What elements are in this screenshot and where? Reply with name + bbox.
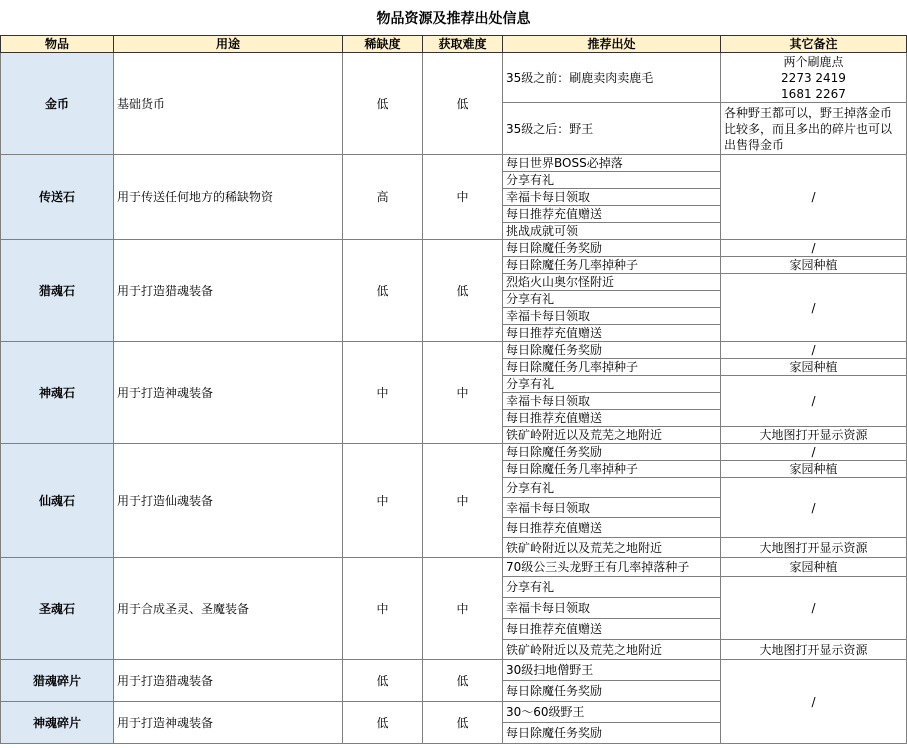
source-cell[interactable]: 每日除魔任务奖励	[503, 444, 721, 461]
source-cell[interactable]: 分享有礼	[503, 291, 721, 308]
note-cell[interactable]: /	[721, 376, 907, 427]
sheet-title: 物品资源及推荐出处信息	[376, 10, 531, 27]
item-cell[interactable]: 猎魂碎片	[1, 660, 114, 702]
item-cell[interactable]: 传送石	[1, 155, 114, 240]
table-row	[1, 342, 907, 359]
difficulty-cell[interactable]: 中	[423, 444, 503, 558]
source-cell[interactable]: 每日世界BOSS必掉落	[503, 155, 721, 172]
difficulty-cell[interactable]: 低	[423, 660, 503, 702]
table-row	[1, 240, 907, 257]
item-cell[interactable]: 神魂石	[1, 342, 114, 444]
note-cell[interactable]: /	[721, 577, 907, 640]
use-cell[interactable]: 用于合成圣灵、圣魔装备	[114, 558, 343, 660]
source-cell[interactable]: 每日除魔任务奖励	[503, 681, 721, 702]
source-cell[interactable]: 分享有礼	[503, 172, 721, 189]
note-line: 2273 2419	[781, 70, 846, 85]
source-cell[interactable]: 分享有礼	[503, 478, 721, 498]
use-cell[interactable]: 用于打造猎魂装备	[114, 240, 343, 342]
note-cell[interactable]: /	[721, 478, 907, 538]
table-row	[1, 53, 907, 103]
resource-table	[0, 35, 907, 744]
header-sources[interactable]: 推荐出处	[503, 36, 721, 53]
scarcity-cell[interactable]: 低	[343, 53, 423, 155]
note-cell[interactable]: 家园种植	[721, 461, 907, 478]
source-cell[interactable]: 铁矿岭附近以及荒芜之地附近	[503, 538, 721, 558]
note-cell[interactable]: 各种野王都可以，野王掉落金币比较多，而且多出的碎片也可以出售得金币	[721, 103, 907, 155]
source-cell[interactable]: 每日除魔任务几率掉种子	[503, 461, 721, 478]
header-scarcity[interactable]: 稀缺度	[343, 36, 423, 53]
source-cell[interactable]: 每日除魔任务几率掉种子	[503, 257, 721, 274]
source-cell[interactable]: 分享有礼	[503, 376, 721, 393]
note-cell[interactable]: /	[721, 660, 907, 744]
scarcity-cell[interactable]: 低	[343, 702, 423, 744]
source-cell[interactable]: 每日推荐充值赠送	[503, 325, 721, 342]
item-cell[interactable]: 神魂碎片	[1, 702, 114, 744]
source-cell[interactable]: 每日除魔任务几率掉种子	[503, 359, 721, 376]
source-cell[interactable]: 铁矿岭附近以及荒芜之地附近	[503, 427, 721, 444]
source-cell[interactable]: 每日推荐充值赠送	[503, 410, 721, 427]
difficulty-cell[interactable]: 中	[423, 155, 503, 240]
note-cell[interactable]: 大地图打开显示资源	[721, 538, 907, 558]
use-cell[interactable]: 用于打造神魂装备	[114, 342, 343, 444]
item-cell[interactable]: 金币	[1, 53, 114, 155]
source-cell[interactable]: 幸福卡每日领取	[503, 498, 721, 518]
table-row	[1, 660, 907, 681]
source-cell[interactable]: 分享有礼	[503, 577, 721, 598]
scarcity-cell[interactable]: 低	[343, 240, 423, 342]
table-row	[1, 155, 907, 172]
source-cell[interactable]: 幸福卡每日领取	[503, 308, 721, 325]
header-difficulty[interactable]: 获取难度	[423, 36, 503, 53]
source-cell[interactable]: 幸福卡每日领取	[503, 393, 721, 410]
item-cell[interactable]: 猎魂石	[1, 240, 114, 342]
source-cell[interactable]: 30级扫地僧野王	[503, 660, 721, 681]
scarcity-cell[interactable]: 中	[343, 444, 423, 558]
header-notes[interactable]: 其它备注	[721, 36, 907, 53]
note-line: 两个刷鹿点	[783, 54, 844, 69]
difficulty-cell[interactable]: 低	[423, 53, 503, 155]
note-cell[interactable]: /	[721, 240, 907, 257]
use-cell[interactable]: 用于打造猎魂装备	[114, 660, 343, 702]
source-cell[interactable]: 幸福卡每日领取	[503, 598, 721, 619]
difficulty-cell[interactable]: 中	[423, 342, 503, 444]
note-cell[interactable]: /	[721, 155, 907, 240]
table-row	[1, 558, 907, 577]
source-cell[interactable]: 每日除魔任务奖励	[503, 723, 721, 744]
item-cell[interactable]: 圣魂石	[1, 558, 114, 660]
note-cell[interactable]: 家园种植	[721, 558, 907, 577]
difficulty-cell[interactable]: 低	[423, 702, 503, 744]
header-row	[1, 36, 907, 53]
source-cell[interactable]: 每日推荐充值赠送	[503, 206, 721, 223]
difficulty-cell[interactable]: 低	[423, 240, 503, 342]
source-cell[interactable]: 每日除魔任务奖励	[503, 342, 721, 359]
scarcity-cell[interactable]: 高	[343, 155, 423, 240]
use-cell[interactable]: 基础货币	[114, 53, 343, 155]
use-cell[interactable]: 用于传送任何地方的稀缺物资	[114, 155, 343, 240]
source-cell[interactable]: 每日推荐充值赠送	[503, 619, 721, 640]
source-cell[interactable]: 35级之前：刷鹿卖肉卖鹿毛	[503, 53, 721, 103]
source-cell[interactable]: 铁矿岭附近以及荒芜之地附近	[503, 640, 721, 660]
note-cell[interactable]	[721, 53, 907, 103]
table-row	[1, 444, 907, 461]
note-cell[interactable]: 家园种植	[721, 359, 907, 376]
scarcity-cell[interactable]: 低	[343, 660, 423, 702]
source-cell[interactable]: 35级之后：野王	[503, 103, 721, 155]
difficulty-cell[interactable]: 中	[423, 558, 503, 660]
source-cell[interactable]: 挑战成就可领	[503, 223, 721, 240]
item-cell[interactable]: 仙魂石	[1, 444, 114, 558]
note-cell[interactable]: /	[721, 342, 907, 359]
scarcity-cell[interactable]: 中	[343, 558, 423, 660]
source-cell[interactable]: 每日除魔任务奖励	[503, 240, 721, 257]
use-cell[interactable]: 用于打造神魂装备	[114, 702, 343, 744]
header-item[interactable]: 物品	[1, 36, 114, 53]
note-line: 1681 2267	[781, 86, 846, 101]
note-cell[interactable]: 家园种植	[721, 257, 907, 274]
note-cell[interactable]: 大地图打开显示资源	[721, 640, 907, 660]
note-cell[interactable]: 大地图打开显示资源	[721, 427, 907, 444]
source-cell[interactable]: 30～60级野王	[503, 702, 721, 723]
source-cell[interactable]: 幸福卡每日领取	[503, 189, 721, 206]
header-use[interactable]: 用途	[114, 36, 343, 53]
source-cell[interactable]: 每日推荐充值赠送	[503, 518, 721, 538]
source-cell[interactable]: 70级公三头龙野王有几率掉落种子	[503, 558, 721, 577]
note-cell[interactable]: /	[721, 444, 907, 461]
scarcity-cell[interactable]: 中	[343, 342, 423, 444]
use-cell[interactable]: 用于打造仙魂装备	[114, 444, 343, 558]
note-cell[interactable]: /	[721, 274, 907, 342]
source-cell[interactable]: 烈焰火山奥尔怪附近	[503, 274, 721, 291]
